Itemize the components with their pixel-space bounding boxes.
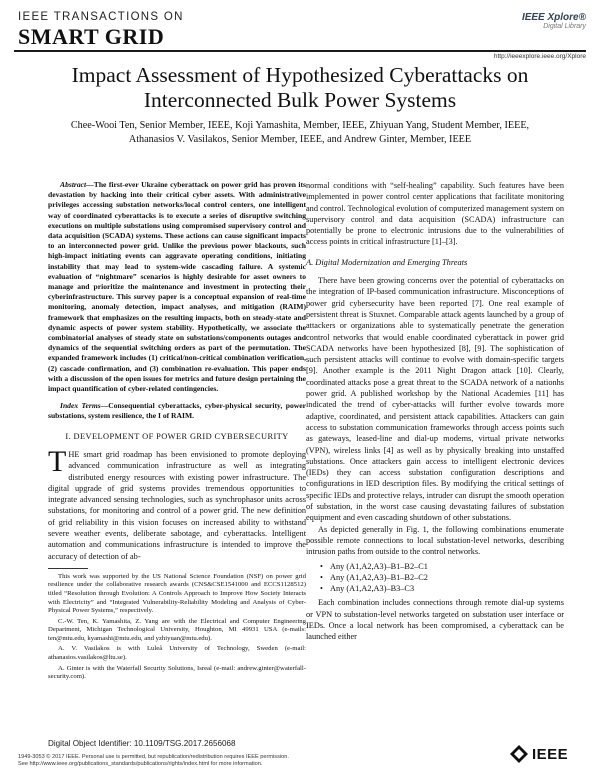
footnote-affiliation-waterfall: A. Ginter is with the Waterfall Security Solutions, Isreal (e-mail: andrew.ginter@waterfall-security.com).	[48, 664, 306, 681]
index-terms	[48, 401, 306, 421]
authors-line-1: Chee-Wooi Ten, Senior Member, IEEE, Koji Yamashita, Member, IEEE, Zhiyuan Yang, Student Member, IEEE,	[70, 120, 530, 131]
abstract	[48, 180, 306, 394]
rights-url-line[interactable]: See http://www.ieee.org/publications_standards/publications/rights/index.html for more information.	[18, 761, 263, 767]
list-item: • Any (A1,A2,A3)–B1–B2–C2	[330, 572, 564, 583]
drop-cap: T	[48, 444, 67, 478]
abstract-text: —The first-ever Ukraine cyberattack on power grid has proven its devastation by hacking into their critical cyber assets. With administrative privileges accessing substation networks/local control centers, one intelligent way of coordinated cyberattacks is to execute a series of disruptive switching executions on multiple substations using compromised supervisory control and data acquisition (SCADA) systems. These actions can cause significant impacts to an interconnected power grid. Unlike the previous power blackouts, such high-impact initiating events can aggravate operating conditions, initiating instability that may lead to system-wide cascading failure. A systemic evaluation of “nightmare” scenarios is highly desirable for asset owners to manage and prioritize the maintenance and investment in protecting their cyberinfrastructure. This survey paper is a conceptual expansion of real-time monitoring, anomaly detection, impact analyses, and mitigation (RAIM) framework that emphasizes on the resulting impacts, both on steady-state and dynamic aspects of power system stability. Hypothetically, we associate the combinatorial analyses of steady state on substations/components outages and dynamics of the sequential switching orders as part of the permutation. The expanded framework includes (1) critical/non-critical combination verification, (2) cascade confirmation, and (3) combination re-evaluation. This paper ends with a discussion of the open issues for metrics and future design pertaining the impact quantification of cyber-related contingencies.	[48, 180, 306, 394]
list-item: • Any (A1,A2,A3)–B3–C3	[330, 583, 564, 594]
xplore-brand: IEEE Xplore®	[521, 12, 586, 23]
section-1-text: HE smart grid roadmap has been envisioned to promote deploying advanced communication infrastructure as well as integrating distributed energy resources with existing power infrastructure. The digital upgrade of grid systems provides tremendous opportunities to integrate advanced sensing technologies, such as synchrophasor units across substations, for monitoring and control of a power grid. The new definition of grid reliability in this vision focuses on increased ability to withstand severe weather events, deliberate sabotage, and cyberattacks. Intelligent automation and communications infrastructure is intended to improve the accuracy of detection of ab-	[48, 449, 306, 561]
left-column	[48, 180, 306, 684]
footnote-funding: This work was supported by the US National Science Foundation (NSF) on power grid resilience under the collaborative research awards (CNS&CSE1541000 and ECCS1128512) titled “Resolution through Evolution: A Controls Approach to Improve How Society Interacts with Electricity” and “Integrated Vulnerability-Reliability Modeling and Analysis of Cyber-Physical Power Systems,” respectively.	[48, 572, 306, 615]
intro-continued: normal conditions with “self-healing” capability. Such features have been implemented in power control center applications that facilitate monitoring and control. Technological evolution of computerized management system on supervisory control and data acquisition (SCADA) infrastructure can potentially be prone to electronic intrusions due to the vulnerabilities of access points in critical infrastructure [1]–[3].	[306, 181, 565, 247]
ieee-logo	[510, 745, 568, 763]
copyright-line: 1949-3053 © 2017 IEEE. Personal use is permitted, but republication/redistribution requires IEEE permission.	[18, 754, 289, 760]
section-heading-1: I. DEVELOPMENT OF POWER GRID CYBERSECURITY	[65, 431, 289, 441]
right-column	[306, 180, 564, 643]
index-terms-label: Index Terms	[60, 401, 101, 411]
xplore-url[interactable]: http://ieeexplore.ieee.org/Xplore	[493, 53, 586, 60]
subsection-heading-a: A. Digital Modernization and Emerging Threats	[306, 257, 468, 267]
intrusion-path-list	[306, 561, 564, 595]
paper-title: Impact Assessment of Hypothesized Cyberattacks on Interconnected Bulk Power Systems	[71, 63, 529, 112]
author-list	[20, 119, 580, 146]
footnote-affiliation-mtu: C.-W. Ten, K. Yamashita, Z. Yang are with the Electrical and Computer Engineering Department, Michigan Technological University, Houghton, MI 49931 USA (e-mails: ten@mtu.edu, kyamashi@mtu.edu, and yzhiyuan@mtu.edu).	[48, 617, 306, 642]
journal-name: SMART GRID	[18, 24, 165, 49]
doi-line[interactable]: Digital Object Identifier: 10.1109/TSG.2017.2656068	[48, 739, 236, 748]
xplore-sub: Digital Library	[543, 23, 586, 30]
journal-series: IEEE TRANSACTIONS ON	[18, 11, 184, 23]
abstract-label: Abstract	[60, 180, 87, 189]
threats-paragraph: There have been growing concerns over the potential of cyberattacks on the integration of IP-based communication infrastructure. Misconceptions of power grid cybersecurity have been reported [7]. One real example of persistent threat is Stuxnet. Comparable attack agents launched by a group of attackers or organizations able to systematically penetrate the generation control networks that would enable coordinated cyberattack in power grid SCADA networks have been hypothesized [8], [9]. The sophistication of such persistent attacks will continue to evolve with domain-specific targets [9]. Another example is the 2011 Night Dragon attack [10]. Clearly, coordinated attacks pose a great threat to the SCADA network of a nationhs power grid. A published workshop by the National Academies [11] has indicated the trend of cyber-attacks will further evolve towards more adaptive, coordinated, and persistent attack capabilities. Attackers can gain access to substation communication frameworks through access points such as gateways, leased-line and dial-up modems, virtual private networks (VPN), wireless links [4] as well as by physically breaking into unstaffed substations. Once attackers gain access to intelligent electronic devices (IEDs) they can access substation configuration descriptions and configurations in IED description files. By modifying the critical settings of specific IEDs and protective relays, intruder can disrupt the smooth operation of substation, in the worst case causing devastating failures of substation equipment and even cascading shutdown of other substations.	[306, 276, 564, 523]
ieee-logo-text: IEEE	[532, 745, 569, 763]
header-rule	[14, 50, 586, 52]
index-terms-text: —Consequential cyberattacks, cyber-physical security, power substations, system resilience, the I of RAIM.	[48, 401, 306, 421]
copyright-footer	[18, 754, 438, 768]
footnotes	[48, 573, 306, 682]
ieee-diamond-icon	[510, 745, 528, 763]
section-1-paragraph	[48, 444, 306, 562]
list-item: • Any (A1,A2,A3)–B1–B2–C1	[330, 561, 564, 572]
authors-line-2: Athanasios V. Vasilakos, Senior Member, IEEE, and Andrew Ginter, Member, IEEE	[128, 133, 472, 145]
fig1-paragraph: As depicted generally in Fig. 1, the following combinations enumerate possible remote connections to local substation-level networks, describing intrusion paths from outside to the control networks.	[306, 524, 564, 557]
footnote-rule	[48, 568, 88, 569]
combination-paragraph: Each combination includes connections through remote dial-up systems or VPN to substation-level networks targeted on substation user interface or IEDs. Once a local network has been compromised, a cyberattack can be launched either	[306, 598, 564, 642]
ieee-xplore-badge[interactable]	[522, 12, 586, 30]
footnote-affiliation-ltu: A. V. Vasilakos is with Luleå University of Technology, Sweden (e-mail: athanasios.vasilakos@ltu.se).	[48, 645, 306, 662]
